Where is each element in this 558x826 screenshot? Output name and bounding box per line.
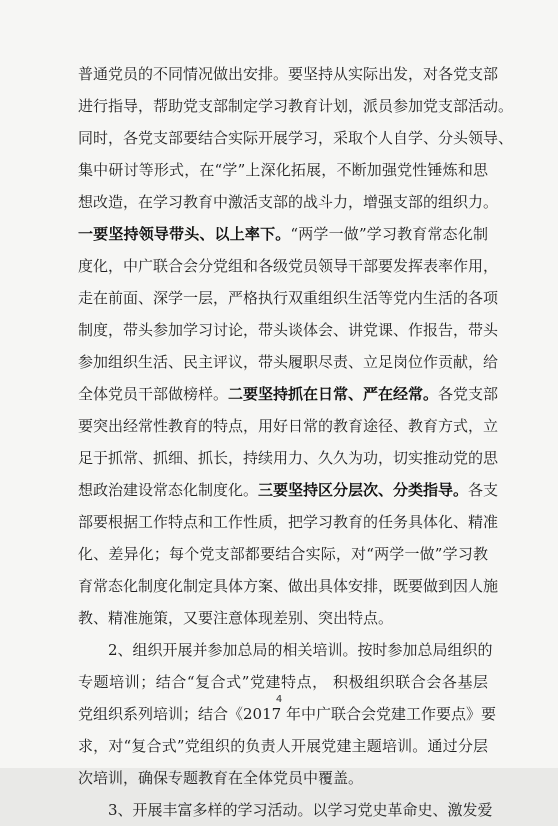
text-line (78, 314, 499, 346)
text-line (78, 538, 488, 570)
text-segment: 全体党员干部做榜样。 (78, 385, 229, 403)
body-text (78, 58, 514, 826)
text-line (78, 634, 493, 666)
text-line (78, 250, 499, 282)
text-segment: 制度，带头参加学习讨论，带头谈体会、讲党课、作报告，带头 (78, 321, 499, 339)
text-segment: “两学一做”学习教育常态化制 (290, 225, 488, 243)
text-segment: 普通党员的不同情况做出安排。要坚持从实际出发，对各党支部 (78, 65, 499, 83)
text-segment: 集中研讨等形式，在“学”上深化拓展，不断加强党性锤炼和思 (78, 161, 488, 179)
bold-text-segment: 三要坚持区分层次、分类指导。 (258, 481, 469, 499)
text-line (78, 154, 488, 186)
text-segment: 要突出经常性教育的特点，用好日常的教育途径、教育方式，立 (78, 417, 499, 435)
text-line (78, 442, 499, 474)
text-segment: 教、精准施策，又要注意体现差别、突出特点。 (78, 609, 394, 627)
text-segment: 度化，中广联合会分党组和各级党员领导干部要发挥表率作用， (78, 257, 499, 275)
text-segment: 专题培训；结合“复合式”党建特点， 积极组织联合会各基层 (78, 673, 488, 691)
page-number: 4 (275, 694, 283, 705)
text-line (78, 730, 488, 762)
text-line (78, 90, 514, 122)
text-line (78, 218, 488, 250)
bold-text-segment: 一要坚持领导带头、以上率下。 (78, 225, 291, 243)
text-line (78, 58, 499, 90)
text-segment: 足于抓常、抓细、抓长，持续用力、久久为功，切实推动党的思 (78, 449, 499, 467)
text-line (78, 378, 499, 410)
text-line (78, 186, 499, 218)
text-segment: 育常态化制度化制定具体方案、做出具体安排，既要做到因人施 (78, 577, 499, 595)
text-line (78, 602, 488, 634)
text-segment: 化、差异化；每个党支部都要结合实际，对“两学一做”学习教 (78, 545, 488, 563)
text-segment: 各党支部 (438, 385, 499, 403)
text-segment: 想改造，在学习教育中激活支部的战斗力，增强支部的组织力。 (78, 193, 499, 211)
text-line (78, 762, 488, 794)
text-segment: 党组织系列培训；结合《2017 年中广联合会党建工作要点》要 (78, 705, 496, 723)
text-segment: 部要根据工作特点和工作性质，把学习教育的任务具体化、精准 (78, 513, 499, 531)
text-segment: 3、开展丰富多样的学习活动。以学习党史革命史、激发爱 (78, 801, 493, 819)
text-segment: 同时，各党支部要结合实际开展学习，采取个人自学、分头领导、 (78, 129, 514, 147)
text-line (78, 570, 499, 602)
text-segment: 各支 (468, 481, 499, 499)
text-segment: 想政治建设常态化制度化。 (78, 481, 259, 499)
text-segment: 走在前面、深学一层，严格执行双重组织生活等党内生活的各项 (78, 289, 499, 307)
bold-text-segment: 二要坚持抓在日常、严在经常。 (228, 385, 439, 403)
text-line (78, 346, 499, 378)
text-line (78, 794, 493, 826)
text-segment: 参加组织生活、民主评议，带头履职尽责、立足岗位作贡献，给 (78, 353, 499, 371)
text-segment: 求，对“复合式”党组织的负责人开展党建主题培训。通过分层 (78, 737, 488, 755)
text-segment: 进行指导，帮助党支部制定学习教育计划，派员参加党支部活动。 (78, 97, 514, 115)
text-line (78, 410, 499, 442)
text-line (78, 506, 499, 538)
text-line (78, 282, 499, 314)
text-line (78, 474, 499, 506)
text-segment: 次培训，确保专题教育在全体党员中覆盖。 (78, 769, 364, 787)
text-line (78, 122, 514, 154)
text-segment: 2、组织开展并参加总局的相关培训。按时参加总局组织的 (78, 641, 493, 659)
